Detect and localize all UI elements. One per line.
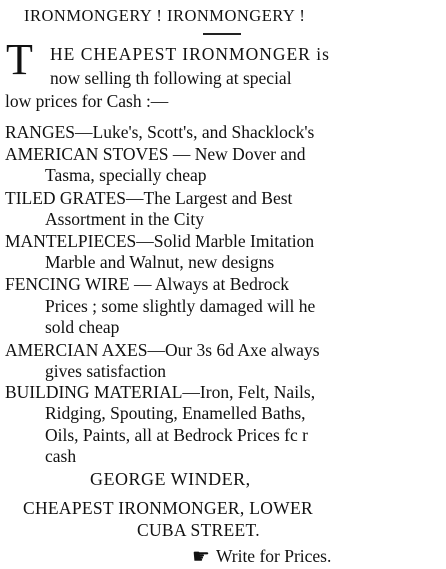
item-axes-cont: gives satisfaction bbox=[45, 361, 167, 381]
signature-line-1: CHEAPEST IRONMONGER, LOWER bbox=[23, 498, 313, 518]
header-rule bbox=[203, 33, 241, 35]
intro-dropcap: T bbox=[6, 35, 33, 84]
item-american-stoves-cont: Tasma, specially cheap bbox=[45, 165, 207, 185]
item-tiled-grates-cont: Assortment in the City bbox=[45, 209, 204, 229]
item-mantelpieces: MANTELPIECES—Solid Marble Imitation bbox=[5, 231, 315, 251]
pointing-hand-icon: ☛ bbox=[192, 546, 210, 568]
signature-line-2: CUBA STREET. bbox=[137, 520, 260, 540]
item-building-material-cont-3: cash bbox=[45, 446, 77, 466]
item-fencing-wire: FENCING WIRE — Always at Bedrock bbox=[5, 274, 290, 294]
intro-line-2: now selling th following at special bbox=[50, 68, 292, 88]
intro-line-3: low prices for Cash :— bbox=[5, 91, 169, 111]
header-title: IRONMONGERY ! IRONMONGERY ! bbox=[24, 6, 306, 25]
item-tiled-grates: TILED GRATES—The Largest and Best bbox=[5, 188, 293, 208]
item-building-material-cont-1: Ridging, Spouting, Enamelled Baths, bbox=[45, 403, 306, 423]
item-building-material-cont-2: Oils, Paints, all at Bedrock Prices fc r bbox=[45, 425, 308, 445]
item-fencing-wire-cont-1: Prices ; some slightly damaged will he bbox=[45, 296, 316, 316]
item-american-stoves: AMERICAN STOVES — New Dover and bbox=[5, 144, 306, 164]
item-building-material: BUILDING MATERIAL—Iron, Felt, Nails, bbox=[5, 382, 316, 402]
item-ranges: RANGES—Luke's, Scott's, and Shacklock's bbox=[5, 122, 315, 142]
item-mantelpieces-cont: Marble and Walnut, new designs bbox=[45, 252, 275, 272]
footer-text: Write for Prices. bbox=[215, 546, 332, 566]
intro-line-1: HE CHEAPEST IRONMONGER is bbox=[50, 44, 330, 64]
item-axes: AMERCIAN AXES—Our 3s 6d Axe always bbox=[5, 340, 320, 360]
footer bbox=[192, 546, 331, 567]
item-fencing-wire-cont-2: sold cheap bbox=[45, 317, 120, 337]
signature-name: GEORGE WINDER, bbox=[90, 469, 251, 489]
